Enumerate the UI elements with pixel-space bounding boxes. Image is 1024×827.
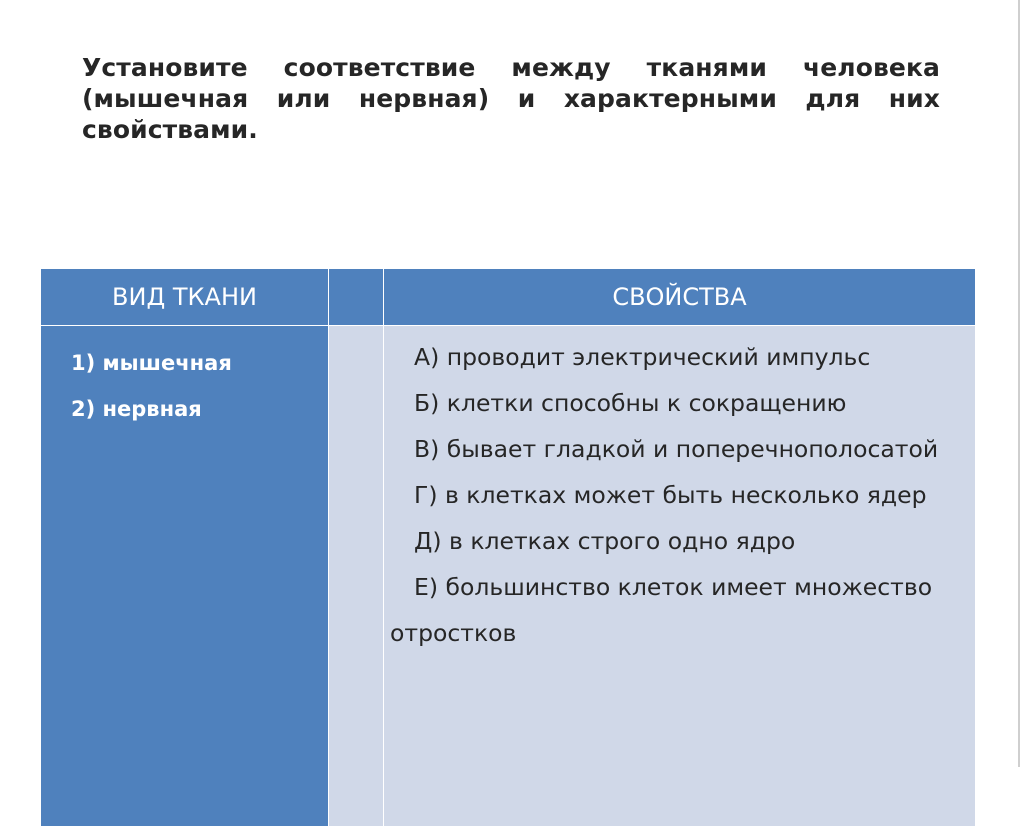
answer-gap-cell <box>329 326 384 827</box>
header-tissue-type: ВИД ТКАНИ <box>41 269 329 326</box>
matching-table <box>40 268 976 827</box>
property-item: Е) большинство клеток имеет множество отростков <box>390 573 933 647</box>
properties-list <box>384 326 975 656</box>
tissue-type-item: 1) мышечная <box>71 351 232 375</box>
property-item: В) бывает гладкой и поперечнополосатой <box>414 435 939 463</box>
tissue-type-list <box>41 326 328 432</box>
property-item: Д) в клетках строго одно ядро <box>414 527 796 555</box>
properties-cell <box>384 326 976 827</box>
property-item: А) проводит электрический импульс <box>414 343 871 371</box>
table-header-row <box>41 269 976 326</box>
table-body-row <box>41 326 976 827</box>
tissue-type-cell <box>41 326 329 827</box>
task-title: Установите соответствие между тканями человека (мышечная или нервная) и характерными для них свойствами. <box>82 53 940 144</box>
property-item: Б) клетки способны к сокращению <box>414 389 847 417</box>
property-item: Г) в клетках может быть несколько ядер <box>414 481 927 509</box>
header-gap <box>329 269 384 326</box>
tissue-type-item: 2) нервная <box>71 397 202 421</box>
header-properties: СВОЙСТВА <box>384 269 976 326</box>
